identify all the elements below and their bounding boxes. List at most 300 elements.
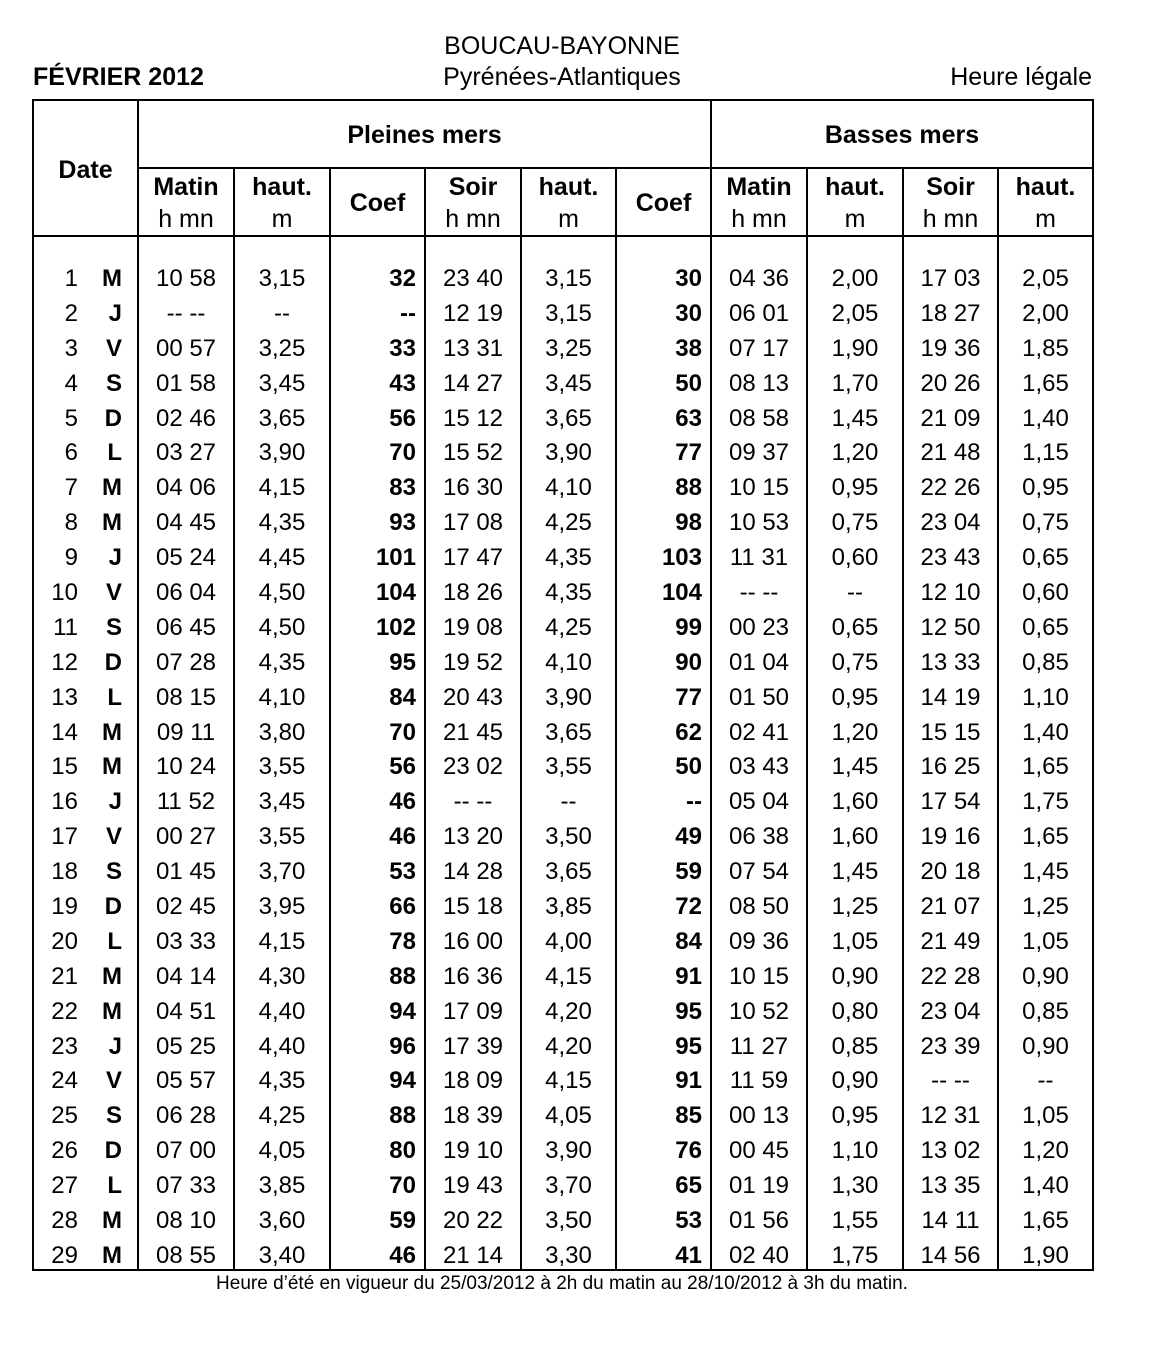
cell-coef-1: 70 (389, 439, 416, 467)
cell-pm-soir: 15 12 (442, 404, 504, 432)
cell-pm-soir-haut: 4,10 (545, 474, 592, 502)
cell-coef-1: 88 (389, 962, 416, 990)
cell-pm-soir: 23 02 (442, 753, 504, 781)
cell-pm-soir-haut: 3,55 (545, 753, 592, 781)
cell-coef-1: 104 (375, 579, 416, 607)
cell-coef-1: 102 (375, 613, 416, 641)
cell-day-number: 25 (51, 1102, 78, 1130)
cell-pm-matin: 05 57 (155, 1067, 217, 1095)
header-pm-matin-unit: h mn (158, 205, 214, 233)
table-row (34, 1169, 1092, 1204)
cell-bm-matin-haut: 0,90 (831, 1067, 879, 1095)
cell-coef-2: 91 (675, 962, 702, 990)
cell-pm-soir: -- -- (453, 788, 493, 816)
cell-pm-soir-haut: 3,65 (545, 404, 592, 432)
cell-bm-soir: 21 09 (920, 404, 981, 432)
cell-coef-2: 30 (675, 299, 702, 327)
cell-coef-2: 50 (675, 753, 702, 781)
cell-coef-1: 78 (389, 927, 416, 955)
tide-table (32, 99, 1094, 1271)
cell-pm-matin-haut: 4,35 (258, 1067, 306, 1095)
cell-pm-soir-haut: 3,90 (545, 683, 592, 711)
cell-coef-2: 72 (675, 893, 702, 921)
cell-pm-soir: 16 00 (442, 927, 504, 955)
cell-pm-matin-haut: 3,40 (258, 1241, 306, 1269)
cell-coef-1: 66 (389, 893, 416, 921)
table-body (34, 262, 1092, 1274)
cell-coef-1: 46 (389, 1241, 416, 1269)
cell-day-number: 27 (51, 1172, 78, 1200)
cell-coef-1: 56 (389, 753, 416, 781)
cell-bm-matin-haut: 1,45 (831, 753, 879, 781)
cell-pm-matin: 04 06 (155, 474, 217, 502)
cell-bm-soir-haut: 0,90 (1022, 1032, 1069, 1060)
cell-bm-matin-haut: 0,60 (831, 544, 879, 572)
cell-coef-2: 77 (675, 683, 702, 711)
cell-day-number: 8 (64, 509, 78, 537)
cell-weekday: M (102, 265, 122, 292)
table-row (34, 402, 1092, 437)
cell-bm-matin: 02 41 (728, 718, 790, 746)
header-bm-matin-haut-unit: m (844, 205, 866, 233)
cell-bm-matin-haut: 1,20 (831, 439, 879, 467)
cell-pm-matin-haut: 4,40 (258, 1032, 306, 1060)
cell-bm-matin: 04 36 (728, 265, 790, 292)
cell-pm-matin-haut: 3,80 (258, 718, 306, 746)
cell-day-number: 26 (51, 1137, 78, 1165)
cell-day-number: 6 (64, 439, 78, 467)
cell-coef-1: 84 (389, 683, 416, 711)
cell-coef-1: 33 (389, 334, 416, 362)
cell-bm-matin-haut: 1,60 (831, 823, 879, 851)
cell-bm-matin: 03 43 (728, 753, 790, 781)
rule-header-bottom (34, 235, 1092, 237)
cell-coef-1: 80 (389, 1137, 416, 1165)
header-pm-soir: Soir (448, 173, 498, 201)
cell-pm-matin: 05 24 (155, 544, 217, 572)
cell-pm-soir: 14 28 (442, 858, 504, 886)
cell-pm-soir: 19 52 (442, 648, 504, 676)
cell-bm-soir-haut: 1,90 (1022, 1241, 1069, 1269)
cell-day-number: 15 (51, 753, 78, 781)
cell-coef-2: 84 (675, 927, 702, 955)
cell-day-number: 10 (51, 579, 78, 607)
table-row (34, 367, 1092, 402)
cell-weekday: J (108, 1032, 122, 1060)
cell-bm-soir-haut: 1,45 (1022, 858, 1069, 886)
cell-coef-2: 50 (675, 369, 702, 397)
cell-pm-soir-haut: 4,35 (545, 544, 592, 572)
cell-pm-matin-haut: 4,10 (258, 683, 306, 711)
cell-bm-matin-haut: 0,80 (831, 997, 879, 1025)
cell-day-number: 5 (64, 404, 78, 432)
cell-pm-soir-haut: 3,90 (545, 439, 592, 467)
cell-pm-matin: 06 04 (155, 579, 217, 607)
cell-pm-soir: 16 36 (442, 962, 504, 990)
cell-pm-matin: 06 45 (155, 613, 217, 641)
cell-coef-2: -- (686, 788, 702, 816)
cell-bm-soir-haut: 1,05 (1022, 1102, 1069, 1130)
cell-bm-soir: 12 50 (920, 613, 981, 641)
header-pm-matin-haut-unit: m (271, 205, 293, 233)
cell-bm-soir: 15 15 (920, 718, 981, 746)
cell-pm-soir: 19 08 (442, 613, 504, 641)
cell-pm-matin: 03 27 (155, 439, 217, 467)
cell-bm-soir: 22 26 (920, 474, 981, 502)
table-row (34, 506, 1092, 541)
cell-day-number: 21 (51, 962, 78, 990)
cell-weekday: L (107, 927, 122, 955)
cell-weekday: D (104, 893, 122, 921)
cell-pm-matin-haut: 3,25 (258, 334, 306, 362)
cell-pm-soir: 19 10 (442, 1137, 504, 1165)
cell-bm-soir-haut: 1,40 (1022, 404, 1069, 432)
table-row (34, 576, 1092, 611)
cell-coef-1: 96 (389, 1032, 416, 1060)
cell-coef-2: 63 (675, 404, 702, 432)
cell-pm-soir: 23 40 (442, 265, 504, 292)
cell-day-number: 4 (64, 369, 78, 397)
table-row (34, 785, 1092, 820)
cell-pm-matin: 10 58 (155, 265, 217, 292)
header-bm-soir-haut: haut. (1015, 173, 1076, 201)
cell-pm-soir: 13 31 (442, 334, 504, 362)
cell-bm-soir: 14 56 (920, 1241, 981, 1269)
cell-day-number: 9 (64, 544, 78, 572)
cell-pm-soir-haut: 4,15 (545, 962, 592, 990)
header-pm-soir-unit: h mn (445, 205, 501, 233)
cell-bm-soir-haut: 2,00 (1022, 299, 1069, 327)
cell-pm-soir-haut: 4,25 (545, 509, 592, 537)
cell-coef-1: 88 (389, 1102, 416, 1130)
header-bm-matin-unit: h mn (731, 205, 787, 233)
cell-pm-matin-haut: 4,50 (258, 613, 306, 641)
cell-bm-soir: 23 04 (920, 997, 981, 1025)
cell-bm-soir-haut: 1,75 (1022, 788, 1069, 816)
cell-weekday: J (108, 788, 122, 816)
table-row (34, 925, 1092, 960)
cell-bm-soir-haut: 0,90 (1022, 962, 1069, 990)
cell-coef-2: 30 (675, 265, 702, 292)
cell-bm-matin-haut: 1,45 (831, 404, 879, 432)
cell-day-number: 12 (51, 648, 78, 676)
cell-bm-matin-haut: 1,45 (831, 858, 879, 886)
cell-coef-1: 93 (389, 509, 416, 537)
cell-pm-matin-haut: -- (274, 299, 290, 327)
cell-bm-matin-haut: 0,95 (831, 474, 879, 502)
cell-bm-matin: 09 36 (728, 927, 790, 955)
table-row (34, 1064, 1092, 1099)
cell-pm-matin-haut: 3,45 (258, 369, 306, 397)
cell-bm-matin-haut: 1,30 (831, 1172, 879, 1200)
cell-bm-soir-haut: 0,75 (1022, 509, 1069, 537)
cell-bm-soir: 21 48 (920, 439, 981, 467)
cell-bm-matin-haut: 2,05 (831, 299, 879, 327)
cell-bm-soir-haut: 1,65 (1022, 369, 1069, 397)
cell-pm-soir: 19 43 (442, 1172, 504, 1200)
cell-bm-matin-haut: 0,95 (831, 683, 879, 711)
time-note: Heure légale (950, 63, 1092, 91)
cell-coef-2: 76 (675, 1137, 702, 1165)
cell-pm-soir-haut: 4,25 (545, 613, 592, 641)
cell-bm-matin: 11 31 (729, 544, 789, 572)
cell-day-number: 28 (51, 1207, 78, 1235)
cell-pm-soir-haut: 3,65 (545, 718, 592, 746)
cell-pm-soir: 18 39 (442, 1102, 504, 1130)
cell-bm-soir: 20 26 (920, 369, 981, 397)
cell-coef-2: 95 (675, 997, 702, 1025)
cell-bm-matin-haut: 2,00 (831, 265, 879, 292)
cell-pm-matin-haut: 3,70 (258, 858, 306, 886)
table-row (34, 1239, 1092, 1274)
cell-pm-soir: 20 22 (442, 1207, 504, 1235)
header-bm-matin: Matin (726, 173, 792, 201)
cell-pm-soir-haut: 3,50 (545, 823, 592, 851)
cell-pm-soir-haut: 4,35 (545, 579, 592, 607)
cell-bm-soir: 23 04 (920, 509, 981, 537)
cell-bm-soir: 23 39 (920, 1032, 981, 1060)
cell-pm-soir: 18 26 (442, 579, 504, 607)
cell-pm-soir: 17 47 (442, 544, 504, 572)
table-row (34, 646, 1092, 681)
cell-day-number: 7 (64, 474, 78, 502)
cell-bm-soir-haut: 0,65 (1022, 613, 1069, 641)
cell-pm-soir: 15 52 (442, 439, 504, 467)
cell-bm-matin: 08 50 (728, 893, 790, 921)
cell-weekday: S (105, 1102, 122, 1130)
cell-bm-soir: 22 28 (920, 962, 981, 990)
site-name: BOUCAU-BAYONNE (444, 32, 680, 60)
cell-bm-matin: 01 04 (728, 648, 790, 676)
cell-bm-soir-haut: -- (1037, 1067, 1054, 1095)
cell-bm-soir-haut: 1,65 (1022, 823, 1069, 851)
cell-pm-matin: 07 00 (155, 1137, 217, 1165)
cell-coef-1: 59 (389, 1207, 416, 1235)
cell-pm-soir: 12 19 (442, 299, 504, 327)
cell-bm-soir-haut: 1,20 (1022, 1137, 1069, 1165)
cell-coef-1: 70 (389, 718, 416, 746)
cell-bm-soir-haut: 0,60 (1022, 579, 1069, 607)
cell-bm-soir: 14 19 (920, 683, 981, 711)
cell-pm-soir: 15 18 (442, 893, 504, 921)
cell-day-number: 29 (51, 1241, 78, 1269)
cell-pm-matin: 02 46 (155, 404, 217, 432)
cell-bm-matin: 10 15 (728, 474, 790, 502)
cell-pm-matin: 00 57 (155, 334, 217, 362)
cell-pm-matin-haut: 4,50 (258, 579, 306, 607)
cell-weekday: M (102, 997, 122, 1025)
table-row (34, 716, 1092, 751)
cell-bm-soir: 14 11 (921, 1207, 980, 1235)
cell-pm-soir-haut: 3,30 (545, 1241, 592, 1269)
table-row (34, 611, 1092, 646)
cell-pm-soir-haut: 3,70 (545, 1172, 592, 1200)
cell-weekday: L (107, 439, 122, 467)
cell-pm-matin: 04 45 (155, 509, 217, 537)
table-row (34, 332, 1092, 367)
table-row (34, 855, 1092, 890)
cell-pm-matin: 01 45 (155, 858, 217, 886)
table-row (34, 820, 1092, 855)
cell-coef-1: 32 (389, 265, 416, 292)
cell-coef-1: 56 (389, 404, 416, 432)
header-basses-mers: Basses mers (824, 121, 980, 149)
cell-pm-soir-haut: 4,00 (545, 927, 592, 955)
cell-pm-matin-haut: 4,35 (258, 648, 306, 676)
cell-weekday: J (108, 544, 122, 572)
cell-bm-soir: 13 02 (920, 1137, 981, 1165)
cell-weekday: M (102, 1241, 122, 1269)
header-pm-matin-haut: haut. (252, 173, 312, 201)
cell-pm-soir: 13 20 (442, 823, 504, 851)
cell-pm-matin: -- -- (166, 299, 206, 327)
cell-bm-matin: 06 01 (728, 299, 790, 327)
cell-coef-2: 62 (675, 718, 702, 746)
cell-pm-soir: 17 09 (442, 997, 504, 1025)
table-row (34, 262, 1092, 297)
cell-coef-2: 85 (675, 1102, 702, 1130)
cell-pm-soir-haut: 3,90 (545, 1137, 592, 1165)
cell-bm-matin-haut: 0,65 (831, 613, 879, 641)
cell-pm-matin-haut: 4,35 (258, 509, 306, 537)
header-date: Date (58, 156, 113, 184)
cell-pm-matin-haut: 3,85 (258, 1172, 306, 1200)
cell-coef-1: -- (400, 299, 416, 327)
cell-bm-soir-haut: 1,65 (1022, 1207, 1069, 1235)
cell-weekday: D (104, 648, 122, 676)
cell-pm-soir: 18 09 (442, 1067, 504, 1095)
cell-bm-matin: 09 37 (728, 439, 790, 467)
cell-weekday: L (107, 1172, 122, 1200)
cell-bm-matin: 11 27 (729, 1032, 789, 1060)
cell-weekday: D (104, 404, 122, 432)
cell-bm-matin-haut: 1,05 (831, 927, 879, 955)
cell-pm-matin: 07 33 (155, 1172, 217, 1200)
cell-bm-soir: 20 18 (920, 858, 981, 886)
cell-coef-2: 95 (675, 1032, 702, 1060)
cell-bm-matin-haut: 1,60 (831, 788, 879, 816)
cell-day-number: 3 (64, 334, 78, 362)
cell-bm-soir-haut: 1,10 (1022, 683, 1069, 711)
cell-bm-soir-haut: 1,05 (1022, 927, 1069, 955)
cell-bm-matin-haut: 1,20 (831, 718, 879, 746)
cell-pm-matin-haut: 3,90 (258, 439, 306, 467)
table-row (34, 1030, 1092, 1065)
cell-bm-soir: 12 10 (920, 579, 981, 607)
cell-bm-matin: 10 53 (728, 509, 790, 537)
cell-bm-soir: 23 43 (920, 544, 981, 572)
cell-coef-2: 41 (675, 1241, 702, 1269)
cell-day-number: 13 (51, 683, 78, 711)
cell-pm-soir: 21 45 (442, 718, 504, 746)
cell-weekday: V (105, 334, 122, 362)
cell-pm-matin: 03 33 (155, 927, 217, 955)
cell-pm-matin: 06 28 (155, 1102, 217, 1130)
cell-weekday: M (102, 962, 122, 990)
cell-coef-2: 99 (675, 613, 702, 641)
cell-coef-2: 53 (675, 1207, 702, 1235)
table-row (34, 297, 1092, 332)
table-row (34, 1099, 1092, 1134)
cell-bm-matin: 07 17 (728, 334, 790, 362)
cell-weekday: J (108, 299, 122, 327)
header-coef-2: Coef (635, 189, 692, 217)
cell-coef-1: 94 (389, 1067, 416, 1095)
cell-pm-matin-haut: 4,15 (258, 927, 306, 955)
cell-bm-matin-haut: 0,85 (831, 1032, 879, 1060)
cell-bm-soir: 17 03 (920, 265, 981, 292)
cell-bm-soir-haut: 0,65 (1022, 544, 1069, 572)
cell-coef-1: 43 (389, 369, 416, 397)
cell-bm-soir-haut: 1,15 (1022, 439, 1069, 467)
header-pm-soir-haut: haut. (538, 173, 599, 201)
cell-pm-matin-haut: 3,15 (258, 265, 306, 292)
header-bm-soir-unit: h mn (922, 205, 979, 233)
cell-pm-soir-haut: -- (560, 788, 577, 816)
table-row (34, 890, 1092, 925)
cell-pm-soir-haut: 4,15 (545, 1067, 592, 1095)
cell-day-number: 22 (51, 997, 78, 1025)
cell-pm-matin-haut: 4,05 (258, 1137, 306, 1165)
cell-coef-2: 103 (661, 544, 702, 572)
cell-day-number: 18 (51, 858, 78, 886)
cell-bm-matin: 00 13 (728, 1102, 790, 1130)
cell-bm-matin: 02 40 (728, 1241, 790, 1269)
cell-day-number: 16 (51, 788, 78, 816)
table-row (34, 681, 1092, 716)
cell-bm-matin-haut: 0,75 (831, 509, 879, 537)
cell-coef-2: 98 (675, 509, 702, 537)
table-row (34, 541, 1092, 576)
cell-pm-matin-haut: 4,15 (258, 474, 306, 502)
cell-coef-2: 49 (675, 823, 702, 851)
cell-weekday: M (102, 718, 122, 746)
header-pleines-mers: Pleines mers (347, 121, 502, 149)
table-row (34, 1204, 1092, 1239)
cell-pm-matin: 04 14 (155, 962, 217, 990)
cell-bm-soir: 16 25 (920, 753, 981, 781)
cell-day-number: 23 (51, 1032, 78, 1060)
cell-day-number: 11 (53, 613, 78, 641)
cell-pm-soir: 14 27 (442, 369, 504, 397)
header-pm-matin: Matin (153, 173, 219, 201)
cell-bm-matin: 00 45 (728, 1137, 790, 1165)
cell-pm-matin-haut: 3,60 (258, 1207, 306, 1235)
cell-pm-soir-haut: 4,20 (545, 1032, 592, 1060)
cell-day-number: 24 (51, 1067, 78, 1095)
cell-day-number: 14 (51, 718, 78, 746)
cell-pm-matin: 08 55 (155, 1241, 217, 1269)
cell-pm-matin: 01 58 (155, 369, 217, 397)
cell-bm-matin-haut: 1,55 (831, 1207, 879, 1235)
cell-pm-matin: 09 11 (156, 718, 216, 746)
cell-bm-matin: 06 38 (728, 823, 790, 851)
cell-bm-soir-haut: 0,85 (1022, 997, 1069, 1025)
cell-weekday: M (102, 509, 122, 537)
cell-pm-soir: 21 14 (442, 1241, 504, 1269)
cell-coef-1: 70 (389, 1172, 416, 1200)
department-name: Pyrénées-Atlantiques (443, 63, 681, 91)
cell-bm-soir: 13 33 (920, 648, 981, 676)
table-row (34, 960, 1092, 995)
footer-note: Heure d’été en vigueur du 25/03/2012 à 2h du matin au 28/10/2012 à 3h du matin. (216, 1273, 908, 1294)
cell-weekday: V (105, 823, 122, 851)
cell-weekday: D (104, 1137, 122, 1165)
cell-bm-matin: 01 19 (728, 1172, 790, 1200)
cell-pm-soir-haut: 3,45 (545, 369, 592, 397)
cell-weekday: M (102, 1207, 122, 1235)
cell-weekday: S (105, 858, 122, 886)
